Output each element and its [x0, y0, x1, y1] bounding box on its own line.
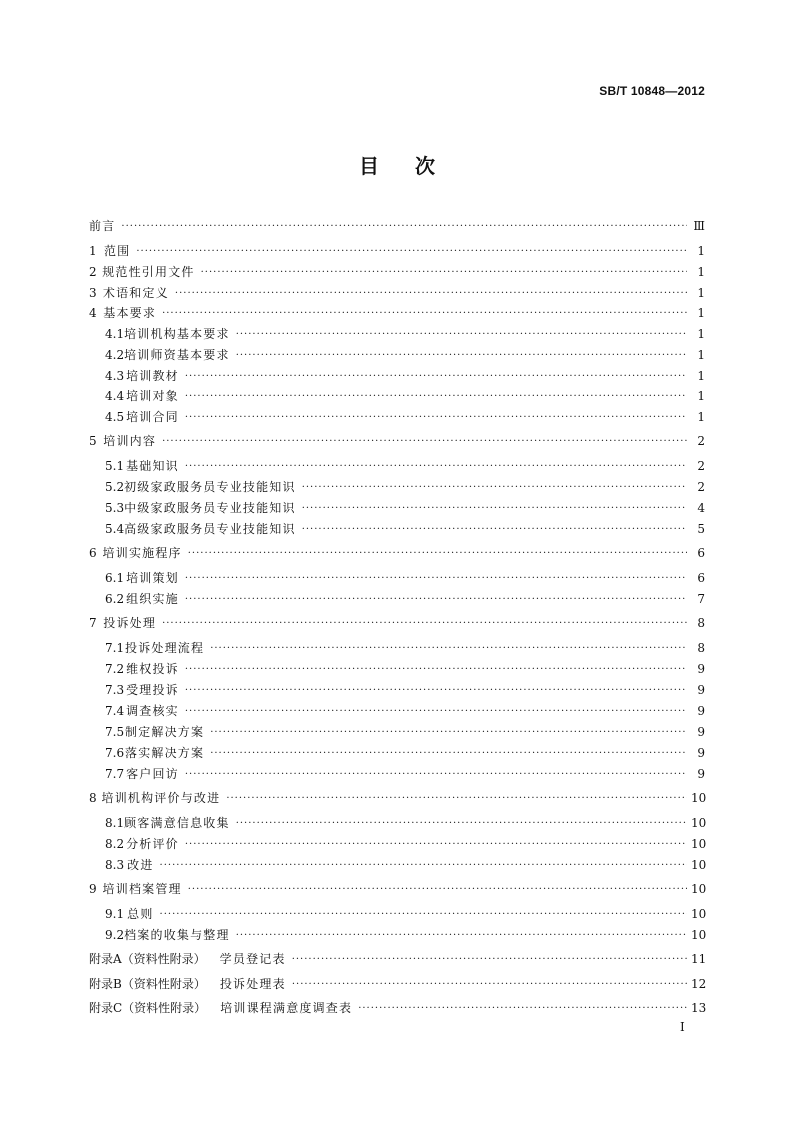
- toc-entry[interactable]: [105, 815, 705, 831]
- toc-entry-title: 培训对象: [126, 389, 179, 403]
- toc-entry[interactable]: [89, 305, 705, 321]
- toc-entry-page: 2: [697, 434, 705, 448]
- dot-leader: [162, 617, 687, 631]
- toc-entry-title: 组织实施: [126, 592, 179, 606]
- toc-entry-title: 培训教材: [126, 369, 179, 383]
- standard-code: SB/T 10848—2012: [599, 84, 705, 98]
- dot-leader: [226, 792, 687, 806]
- toc-entry-number: 7.6: [105, 746, 125, 760]
- dot-leader: [160, 908, 687, 922]
- toc-entry-number: 4.3: [105, 369, 125, 383]
- dot-leader: [302, 481, 687, 495]
- dot-leader: [210, 747, 687, 761]
- toc-entry-number: 8.2: [105, 837, 125, 851]
- toc-entry-number: 5.3: [105, 501, 125, 515]
- toc-entry-number: 7.7: [105, 767, 125, 781]
- toc-entry-page: 10: [691, 928, 707, 942]
- dot-leader: [185, 838, 687, 852]
- toc-entry[interactable]: [105, 521, 705, 537]
- toc-entry-number: 4.4: [105, 389, 125, 403]
- toc-entry-number: 5.2: [105, 480, 125, 494]
- toc-entry-page: 4: [697, 501, 705, 515]
- toc-entry-page: 8: [697, 616, 705, 630]
- toc-entry[interactable]: [105, 766, 705, 782]
- toc-entry[interactable]: [105, 479, 705, 495]
- dot-leader: [210, 642, 687, 656]
- toc-entry-page: 10: [691, 791, 707, 805]
- toc-entry-page: 1: [697, 265, 705, 279]
- toc-entry-number: 4.1: [105, 327, 125, 341]
- toc-entry-number: 9: [89, 882, 97, 896]
- toc-entry[interactable]: [105, 640, 705, 656]
- toc-entry-number: 2: [89, 265, 97, 279]
- toc-entry[interactable]: [105, 500, 705, 516]
- toc-entry-title: 基础知识: [126, 459, 179, 473]
- toc-entry[interactable]: [89, 218, 705, 234]
- dot-leader: [185, 390, 687, 404]
- toc-entry-page: 2: [697, 480, 705, 494]
- toc-entry-title: 培训机构基本要求: [124, 327, 230, 341]
- toc-entry-page: 9: [697, 683, 705, 697]
- toc-entry-number: 附录B（资料性附录）: [89, 977, 206, 991]
- toc-entry-title: 规范性引用文件: [102, 265, 195, 279]
- toc-entry-title: 范围: [103, 244, 131, 258]
- toc-entry-page: 7: [697, 592, 705, 606]
- toc-entry[interactable]: [89, 790, 705, 806]
- toc-entry-title: 投诉处理表: [219, 977, 286, 991]
- toc-entry[interactable]: [89, 545, 705, 561]
- toc-entry-number: 8.1: [105, 816, 125, 830]
- toc-entry-number: 5.1: [105, 459, 125, 473]
- toc-entry[interactable]: [89, 1000, 705, 1016]
- toc-entry-number: 3: [89, 286, 97, 300]
- dot-leader: [292, 953, 687, 967]
- toc-entry[interactable]: [105, 409, 705, 425]
- dot-leader: [185, 593, 687, 607]
- toc-entry-number: 7.3: [105, 683, 125, 697]
- toc-entry-title: 学员登记表: [219, 952, 286, 966]
- dot-leader: [136, 245, 687, 259]
- toc-entry[interactable]: [89, 951, 705, 967]
- toc-entry-number: 8: [89, 791, 97, 805]
- toc-entry-title: 改进: [127, 858, 154, 872]
- toc-entry-title: 调查核实: [126, 704, 179, 718]
- toc-entry-page: 11: [691, 952, 707, 966]
- toc-entry-page: 12: [691, 977, 707, 991]
- toc-entry[interactable]: [105, 906, 705, 922]
- toc-entry[interactable]: [105, 836, 705, 852]
- toc-entry-title: 基本要求: [103, 306, 157, 320]
- toc-entry-page: 10: [691, 837, 707, 851]
- toc-entry[interactable]: [105, 326, 705, 342]
- toc-entry-title: 档案的收集与整理: [124, 928, 230, 942]
- toc-entry-title: 总则: [127, 907, 154, 921]
- toc-entry[interactable]: [105, 347, 705, 363]
- toc-entry-page: 1: [697, 410, 705, 424]
- toc-entry-page: 2: [697, 459, 705, 473]
- toc-entry-page: 6: [697, 546, 705, 560]
- toc-entry[interactable]: [89, 243, 705, 259]
- dot-leader: [185, 684, 687, 698]
- toc-entry[interactable]: [89, 433, 705, 449]
- dot-leader: [185, 663, 687, 677]
- dot-leader: [185, 768, 687, 782]
- toc-entry-page: 10: [691, 816, 707, 830]
- toc-entry-number: 9.2: [105, 928, 125, 942]
- toc-entry[interactable]: [105, 682, 705, 698]
- toc-entry-number: 4.2: [105, 348, 125, 362]
- dot-leader: [210, 726, 687, 740]
- toc-entry-number: 7.1: [105, 641, 125, 655]
- toc-entry[interactable]: [105, 703, 705, 719]
- toc-entry-title: 高级家政服务员专业技能知识: [124, 522, 296, 536]
- toc-entry[interactable]: [105, 745, 705, 761]
- toc-entry-page: 1: [697, 306, 705, 320]
- toc-entry-number: 7.5: [105, 725, 125, 739]
- toc-entry[interactable]: [105, 591, 705, 607]
- toc-entry-number: 6: [89, 546, 97, 560]
- toc-entry[interactable]: [89, 264, 705, 280]
- toc-entry-title: 中级家政服务员专业技能知识: [124, 501, 296, 515]
- dot-leader: [185, 460, 687, 474]
- dot-leader: [292, 978, 687, 992]
- toc-entry-page: 1: [697, 389, 705, 403]
- dot-leader: [358, 1002, 687, 1016]
- toc-entry[interactable]: [105, 661, 705, 677]
- dot-leader: [162, 435, 687, 449]
- toc-entry-title: 培训机构评价与改进: [101, 791, 221, 805]
- toc-entry-number: 7.4: [105, 704, 125, 718]
- page-number: I: [680, 1020, 685, 1034]
- dot-leader: [188, 547, 687, 561]
- toc-entry-title: 培训合同: [126, 410, 179, 424]
- toc-entry-title: 培训策划: [126, 571, 179, 585]
- dot-leader: [201, 266, 687, 280]
- toc-entry-title: 分析评价: [126, 837, 179, 851]
- dot-leader: [236, 328, 687, 342]
- toc-entry-page: 1: [697, 369, 705, 383]
- toc-entry-title: 落实解决方案: [125, 746, 205, 760]
- toc-entry-page: 10: [691, 858, 707, 872]
- dot-leader: [185, 370, 687, 384]
- toc-entry-number: 7.2: [105, 662, 125, 676]
- dot-leader: [185, 572, 687, 586]
- toc-entry-page: 9: [697, 704, 705, 718]
- toc-entry-page: 6: [697, 571, 705, 585]
- toc-entry[interactable]: [105, 927, 705, 943]
- toc-entry-page: 1: [697, 348, 705, 362]
- toc-entry[interactable]: [105, 857, 705, 873]
- toc-entry-page: 9: [697, 746, 705, 760]
- toc-entry-number: 4.5: [105, 410, 125, 424]
- toc-entry-title: 受理投诉: [126, 683, 179, 697]
- toc-entry-title: 培训课程满意度调查表: [220, 1001, 353, 1015]
- toc-entry-page: 9: [697, 662, 705, 676]
- dot-leader: [236, 817, 687, 831]
- toc-entry[interactable]: [89, 615, 705, 631]
- toc-entry-title: 投诉处理流程: [125, 641, 205, 655]
- toc-entry-number: 6.2: [105, 592, 125, 606]
- toc-entry-page: 5: [697, 522, 705, 536]
- dot-leader: [188, 883, 687, 897]
- toc-entry-title: 培训内容: [103, 434, 157, 448]
- toc-entry-page: Ⅲ: [693, 219, 705, 233]
- toc-entry-page: 9: [697, 767, 705, 781]
- toc-entry-number: 1: [89, 244, 97, 258]
- toc-entry[interactable]: [105, 368, 705, 384]
- toc-entry-number: 附录A（资料性附录）: [89, 952, 206, 966]
- page-title: 目次: [359, 154, 471, 178]
- toc-entry[interactable]: [105, 458, 705, 474]
- dot-leader: [185, 705, 687, 719]
- toc-entry-title: 前言: [89, 219, 116, 233]
- toc-entry-page: 8: [697, 641, 705, 655]
- dot-leader: [185, 411, 687, 425]
- toc-entry-number: 5.4: [105, 522, 125, 536]
- toc-entry-page: 13: [691, 1001, 707, 1015]
- toc-entry-title: 维权投诉: [126, 662, 179, 676]
- dot-leader: [236, 349, 687, 363]
- toc-entry-title: 培训实施程序: [102, 546, 182, 560]
- toc-entry-title: 术语和定义: [102, 286, 169, 300]
- dot-leader: [236, 929, 687, 943]
- toc-entry-title: 培训档案管理: [102, 882, 182, 896]
- toc-entry-number: 8.3: [105, 858, 125, 872]
- toc-entry-number: 7: [89, 616, 97, 630]
- toc-entry-title: 投诉处理: [103, 616, 157, 630]
- toc-entry[interactable]: [89, 976, 705, 992]
- toc-entry-page: 1: [697, 286, 705, 300]
- toc-entry[interactable]: [105, 570, 705, 586]
- dot-leader: [121, 220, 687, 234]
- toc-entry-number: 附录C（资料性附录）: [89, 1001, 207, 1015]
- dot-leader: [160, 859, 687, 873]
- toc-entry-page: 9: [697, 725, 705, 739]
- dot-leader: [302, 502, 687, 516]
- toc-entry[interactable]: [89, 285, 705, 301]
- toc-entry-page: 1: [697, 327, 705, 341]
- toc-entry[interactable]: [89, 881, 705, 897]
- toc-entry-page: 10: [691, 907, 707, 921]
- toc-entry[interactable]: [105, 388, 705, 404]
- toc-entry-number: 9.1: [105, 907, 125, 921]
- toc-entry-number: 6.1: [105, 571, 125, 585]
- toc-entry-title: 初级家政服务员专业技能知识: [124, 480, 296, 494]
- dot-leader: [302, 523, 687, 537]
- toc-entry-title: 培训师资基本要求: [124, 348, 230, 362]
- toc-entry-number: 5: [89, 434, 97, 448]
- toc-entry-page: 10: [691, 882, 707, 896]
- toc-entry-title: 顾客满意信息收集: [124, 816, 230, 830]
- dot-leader: [175, 287, 687, 301]
- toc-entry[interactable]: [105, 724, 705, 740]
- toc-entry-page: 1: [697, 244, 705, 258]
- toc-entry-title: 制定解决方案: [125, 725, 205, 739]
- dot-leader: [162, 307, 687, 321]
- toc-entry-number: 4: [89, 306, 97, 320]
- toc-entry-title: 客户回访: [126, 767, 179, 781]
